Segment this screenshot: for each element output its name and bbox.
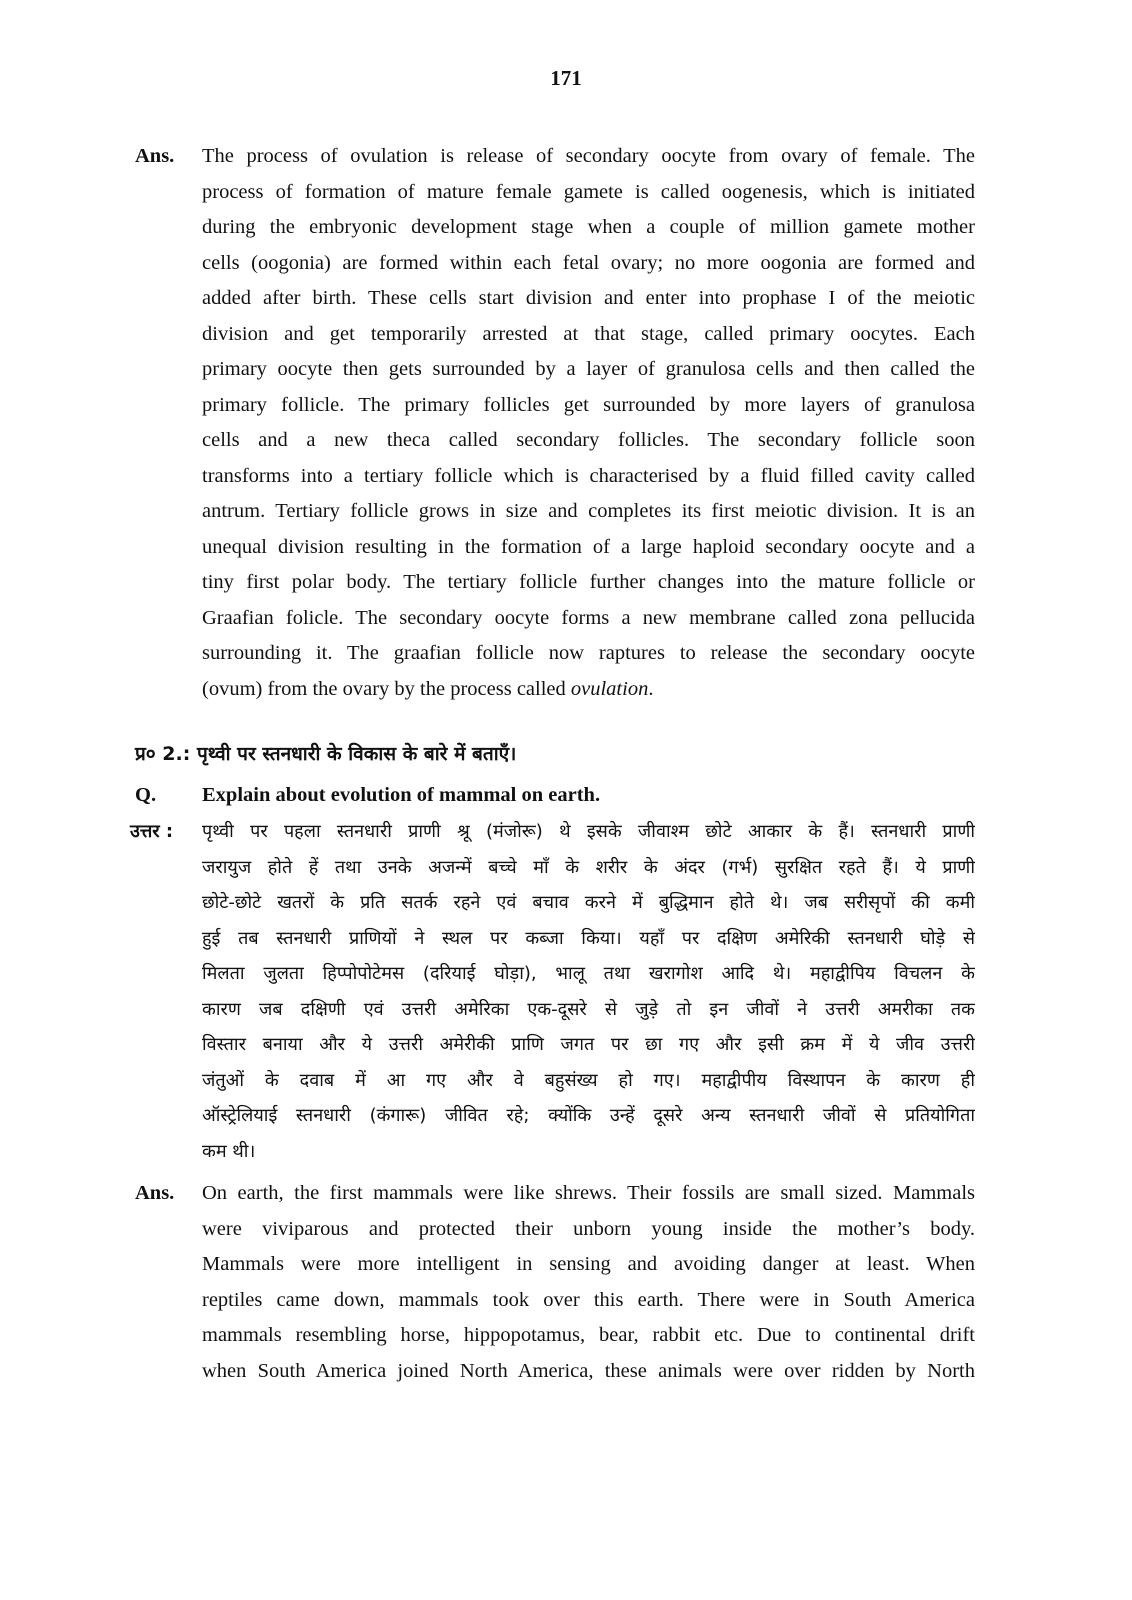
text-line: antrum. Tertiary follicle grows in size and completes its first meiotic division. It is an bbox=[202, 500, 975, 522]
text-line: विस्तार बनाया और ये उत्तरी अमेरीकी प्राणि जगत पर छा गए और इसी क्रम में ये जीव उत्तरी bbox=[202, 1034, 975, 1055]
text-line: during the embryonic development stage when a couple of million gamete mother bbox=[202, 216, 975, 238]
text-line: reptiles came down, mammals took over this earth. There were in South America bbox=[202, 1288, 975, 1311]
italic-term: ovulation bbox=[570, 677, 649, 700]
text-fragment: . bbox=[648, 677, 654, 700]
text-line: छोटे-छोटे खतरों के प्रति सतर्क रहने एवं बचाव करने में बुद्धिमान होते थे। जब सरीसृपों की कमी bbox=[202, 892, 975, 913]
text-line: primary follicle. The primary follicles get surrounded by more layers of granulosa bbox=[202, 393, 975, 416]
answer-label: Ans. bbox=[135, 1182, 175, 1204]
text-line: On earth, the first mammals were like shrews. Their fossils are small sized. Mammals bbox=[202, 1182, 975, 1204]
text-line: primary oocyte then gets surrounded by a layer of granulosa cells and then called the bbox=[202, 358, 975, 380]
text-line: cells and a new theca called secondary follicles. The secondary follicle soon bbox=[202, 429, 975, 451]
text-line: The process of ovulation is release of secondary oocyte from ovary of female. The bbox=[202, 145, 975, 167]
text-line: हुई तब स्तनधारी प्राणियों ने स्थल पर कब्जा किया। यहाँ पर दक्षिण अमेरिकी स्तनधारी घोड़े से bbox=[202, 927, 975, 949]
text-line bbox=[202, 672, 975, 708]
text-line: division and get temporarily arrested at that stage, called primary oocytes. Each bbox=[202, 322, 975, 345]
text-fragment: (ovum) from the ovary by the process called bbox=[202, 677, 571, 700]
text-line: पृथ्वी पर पहला स्तनधारी प्राणी श्रू (मंजोरू) थे इसके जीवाश्म छोटे आकार के हैं। स्तनधारी प्राणी bbox=[202, 821, 975, 842]
hindi-answer-paragraph bbox=[202, 814, 975, 1169]
text-line: surrounding it. The graafian follicle now raptures to release the secondary oocyte bbox=[202, 642, 975, 664]
hindi-answer-label: उत्तर : bbox=[130, 821, 174, 842]
text-line: Mammals were more intelligent in sensing and avoiding danger at least. When bbox=[202, 1253, 975, 1275]
question-text: Explain about evolution of mammal on earth. bbox=[202, 784, 601, 806]
question-label: Q. bbox=[135, 784, 157, 806]
text-line: tiny first polar body. The tertiary follicle further changes into the mature follicle or bbox=[202, 571, 975, 593]
answer-label: Ans. bbox=[135, 145, 175, 167]
text-line: when South America joined North America, these animals were over ridden by North bbox=[202, 1359, 975, 1382]
text-line: कारण जब दक्षिणी एवं उत्तरी अमेरिका एक-दूसरे से जुड़े तो इन जीवों ने उत्तरी अमरीका तक bbox=[202, 998, 975, 1020]
hindi-question-heading: प्र० 2.: पृथ्वी पर स्तनधारी के विकास के बारे में बताएँ। bbox=[135, 743, 517, 765]
text-line: unequal division resulting in the formation of a large haploid secondary oocyte and a bbox=[202, 535, 975, 558]
text-line: mammals resembling horse, hippopotamus, bear, rabbit etc. Due to continental drift bbox=[202, 1324, 975, 1346]
text-line: transforms into a tertiary follicle which is characterised by a fluid filled cavity called bbox=[202, 464, 975, 487]
text-line: Graafian folicle. The secondary oocyte forms a new membrane called zona pellucida bbox=[202, 606, 975, 629]
text-line: मिलता जुलता हिप्पोपोटेमस (दरियाई घोड़ा), भालू तथा खरागोश आदि थे। महाद्वीपिय विचलन के bbox=[202, 963, 975, 984]
text-line: ऑस्ट्रेलियाई स्तनधारी (कंगारू) जीवित रहे; क्योंकि उन्हें दूसरे अन्य स्तनधारी जीवों से प्रतियोगिता bbox=[202, 1105, 975, 1126]
text-line: were viviparous and protected their unborn young inside the mother’s body. bbox=[202, 1217, 975, 1240]
answer1-paragraph bbox=[202, 139, 975, 707]
text-line: added after birth. These cells start division and enter into prophase I of the meiotic bbox=[202, 287, 975, 309]
text-line: कम थी। bbox=[202, 1140, 256, 1162]
text-line: जंतुओं के दवाब में आ गए और वे बहुसंख्य हो गए। महाद्वीपीय विस्थापन के कारण ही bbox=[202, 1069, 975, 1091]
answer2-paragraph bbox=[202, 1176, 975, 1389]
text-line: जरायुज होते हें तथा उनके अजन्में बच्चे माँ के शरीर के अंदर (गर्भ) सुरक्षित रहते हैं। ये प्राणी bbox=[202, 856, 975, 878]
text-line: process of formation of mature female gamete is called oogenesis, which is initiated bbox=[202, 180, 975, 203]
page-number: 171 bbox=[550, 66, 582, 90]
text-line: cells (oogonia) are formed within each fetal ovary; no more oogonia are formed and bbox=[202, 251, 975, 274]
